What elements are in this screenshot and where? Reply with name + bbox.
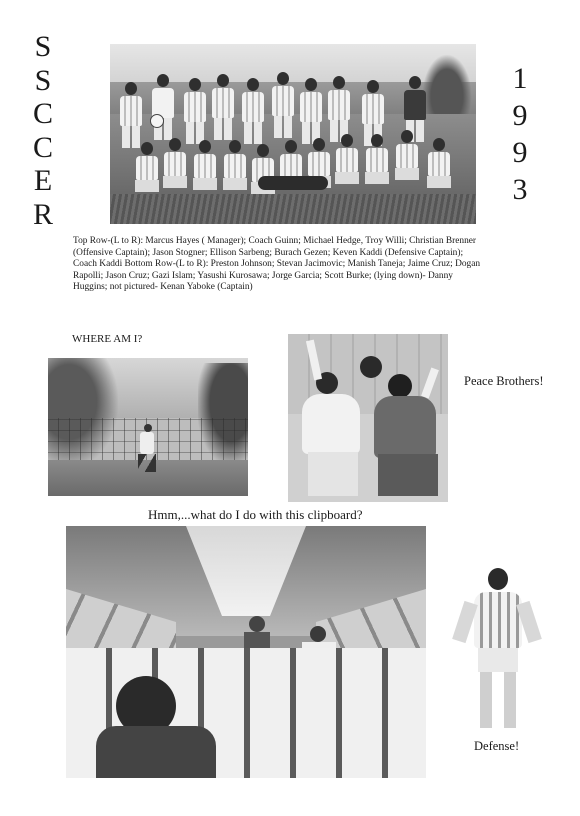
year-digit: 3 [512,173,528,206]
year-digit: 9 [512,136,528,169]
bus-interior-photo [66,526,426,778]
team-roster-caption: Top Row-(L to R): Marcus Hayes ( Manager); Coach Guinn; Michael Hedge, Troy Willi; Christian Brenner (Offensive Captain); Jason Stogner; Ellison Sarbeng; Burach Gezen; Keven Kaddi (Defensive Captain); Coach Kaddi Bottom Row-(L to R): Preston Johnson; Stevan Jacimovic; Manish Taneja; Jaime Cruz; Dogan Rapolli; Jason Cruz; Gazi Islam; Yasushi Kurosawa; Jorge Garcia; Scott Burke; (lying down)- Danny Huggins; not pictured- Kenan Yaboke (Captain) [73,236,481,293]
title-letter: E [33,164,53,197]
title-letter: C [32,97,53,130]
defense-caption: Defense! [474,739,520,753]
title-year-vertical [505,60,535,208]
clipboard-caption: Hmm,...what do I do with this clipboard? [148,507,363,522]
title-soccer-vertical [28,30,58,231]
title-letter: C [32,130,53,164]
field-photo [48,358,248,496]
title-letter: S [34,30,52,63]
where-am-i-caption: WHERE AM I? [72,333,143,345]
peace-brothers-photo [288,334,448,502]
team-photo [110,44,476,224]
title-letter: R [32,197,53,231]
year-digit: 1 [512,62,528,95]
peace-brothers-caption: Peace Brothers! [464,374,544,388]
title-letter: S [34,63,52,97]
defense-player-photo [452,566,544,732]
year-digit: 9 [512,99,528,132]
